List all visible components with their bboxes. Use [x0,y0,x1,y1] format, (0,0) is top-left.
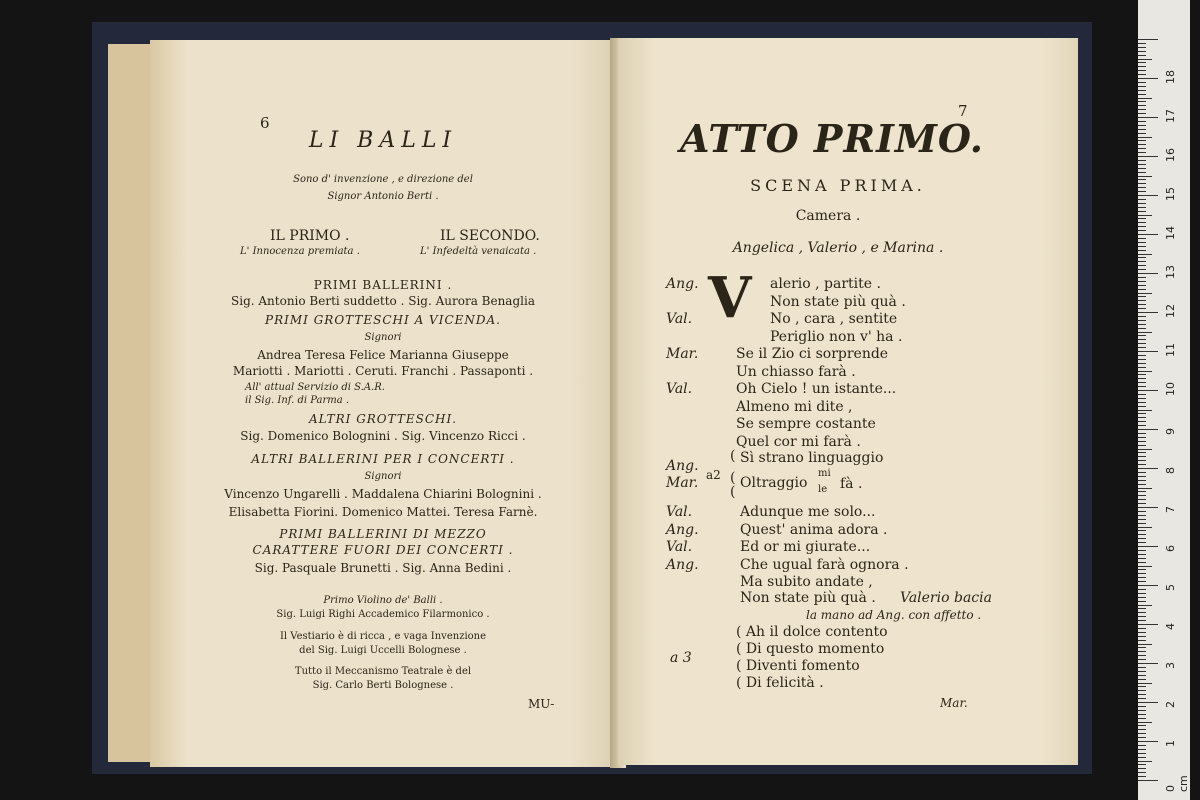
ruler-tick [1138,230,1146,231]
ruler-tick [1138,172,1146,173]
ruler-tick [1138,636,1146,637]
ruler-tick [1138,542,1146,543]
scene-setting: Camera . [795,208,861,224]
ruler-tick [1138,523,1146,524]
ruler-tick [1138,386,1146,387]
ruler-tick [1138,425,1146,426]
concerti-names-line-1: Vincenzo Ungarelli . Maddalena Chiarini Bolognini . [224,487,542,501]
ruler-tick [1138,515,1146,516]
dialogue-line: fà . [840,476,863,492]
left-page-title: LI BALLI [308,128,458,153]
ruler-tick [1138,199,1146,200]
ruler-number: 7 [1164,506,1177,513]
ruler-tick [1138,480,1146,481]
ruler-tick [1138,573,1146,574]
ballo-primo-title: L' Innocenza premiata . [240,246,360,257]
dialogue-line: Almeno mi dite , [736,398,853,415]
ruler-tick [1138,558,1146,559]
atto-heading: ATTO PRIMO. [680,116,985,161]
ruler-tick [1138,686,1146,687]
ruler-tick [1138,105,1146,106]
ruler-tick [1138,347,1146,348]
ruler-tick [1138,359,1146,360]
ruler-tick [1138,679,1146,680]
ruler-tick [1138,300,1146,301]
dialogue-line: ( Diventi fomento [736,658,860,674]
ruler-tick [1138,683,1152,684]
ruler-tick [1138,690,1146,691]
ruler-tick [1138,429,1158,430]
ruler-tick [1138,374,1146,375]
ruler-tick [1138,729,1146,730]
ruler-tick [1138,269,1146,270]
ruler-tick [1138,47,1146,48]
ruler-tick [1138,702,1158,703]
ruler-tick [1138,706,1146,707]
brace: ( [730,448,736,464]
dialogue-line: ( Di felicità . [736,675,824,691]
ruler-tick [1138,152,1146,153]
ruler-tick [1138,316,1146,317]
meccanismo-line-2: Sig. Carlo Berti Bolognese . [312,680,454,691]
ruler-tick [1138,632,1146,633]
ruler-number: 12 [1164,304,1177,318]
ruler-tick [1138,410,1152,411]
ruler-tick [1138,468,1158,469]
ruler-tick [1138,378,1146,379]
ruler-tick [1138,764,1146,765]
ruler-tick [1138,332,1152,333]
ruler-tick [1138,117,1158,118]
speaker-label: Mar. [666,346,699,362]
ruler-tick [1138,187,1146,188]
ruler-number: 6 [1164,545,1177,552]
ruler-number: 1 [1164,740,1177,747]
ruler-tick [1138,562,1146,563]
ruler-tick [1138,140,1146,141]
right-catchword: Mar. [940,696,968,710]
ruler-tick [1138,257,1146,258]
scena-heading: SCENA PRIMA. [750,176,926,195]
ruler-tick [1138,215,1152,216]
mezzo-heading-1: PRIMI BALLERINI DI MEZZO [279,527,487,541]
dialogue-line: Non state più quà . [740,590,876,606]
ruler-tick [1138,320,1146,321]
signori-label-1: Signori [364,332,402,343]
ruler-tick [1138,601,1146,602]
ruler-tick [1138,273,1158,274]
ballo-secondo-title: L' Infedeltà venaicata . [420,246,537,257]
ruler-tick [1138,519,1146,520]
ruler-tick [1138,168,1146,169]
dialogue-line: Un chiasso farà . [736,363,856,380]
dialogue-line: Se il Zio ci sorprende [736,346,889,362]
ruler-tick [1138,671,1146,672]
dialogue-line: Oltraggio [740,475,808,491]
ruler-number: 9 [1164,428,1177,435]
ruler-tick [1138,351,1158,352]
ruler-tick [1138,148,1146,149]
ruler-tick [1138,66,1146,67]
ruler-tick [1138,121,1146,122]
ruler-tick [1138,289,1146,290]
dialogue-line: Quel cor mi farà . [736,433,861,450]
ruler-tick [1138,745,1146,746]
ruler-tick [1138,382,1146,383]
ruler-tick [1138,441,1146,442]
ruler-number: 13 [1164,265,1177,279]
ruler-tick [1138,597,1146,598]
speaker-label: Val. [666,504,693,520]
ruler-number: 2 [1164,701,1177,708]
ruler-tick [1138,98,1152,99]
ruler-tick [1138,581,1146,582]
speaker-label: Val. [666,311,693,327]
ruler-number: 10 [1164,382,1177,396]
left-page [150,40,616,767]
ruler-tick [1138,694,1146,695]
ruler-tick [1138,659,1146,660]
ruler-tick [1138,722,1152,723]
dialogue-line: ( Di questo momento [736,641,885,657]
speaker-label: Val. [666,539,693,555]
ruler-tick [1138,82,1146,83]
ruler-number: 3 [1164,662,1177,669]
ruler-tick [1138,449,1152,450]
ruler-tick [1138,503,1146,504]
ruler-tick [1138,94,1146,95]
mezzo-heading-2: CARATTERE FUORI DEI CONCERTI . [252,543,514,557]
dialogue-line: Quest' anima adora . [740,521,888,538]
ruler-tick [1138,113,1146,114]
ruler-tick [1138,577,1146,578]
measuring-ruler [1138,0,1190,800]
ruler-tick [1138,546,1158,547]
ruler-tick [1138,70,1146,71]
ruler-tick [1138,254,1152,255]
ruler-tick [1138,741,1158,742]
dialogue-line: No , cara , sentite [770,311,898,327]
ruler-tick [1138,753,1146,754]
ruler-tick [1138,464,1146,465]
ruler-tick [1138,616,1146,617]
ruler-tick [1138,718,1146,719]
violino-name: Sig. Luigi Righi Accademico Filarmonico . [276,609,490,620]
ruler-tick [1138,499,1146,500]
ruler-tick [1138,534,1146,535]
ruler-tick [1138,663,1158,664]
service-line-1: All' attual Servizio di S.A.R. [245,382,385,393]
ruler-tick [1138,413,1146,414]
ruler-tick [1138,491,1146,492]
dialogue-line: Non state più quà . [770,293,906,310]
ballo-secondo-heading: IL SECONDO. [440,228,540,244]
ruler-number: 18 [1164,70,1177,84]
grotteschi-surnames: Mariotti . Mariotti . Ceruti. Franchi . Passaponti . [232,364,534,378]
ruler-tick [1138,125,1146,126]
ruler-tick [1138,550,1146,551]
ruler-tick [1138,655,1146,656]
ruler-number: 11 [1164,343,1177,357]
ruler-tick [1138,733,1146,734]
ruler-tick [1138,312,1158,313]
ruler-tick [1138,768,1146,769]
ruler-tick [1138,250,1146,251]
ruler-tick [1138,538,1146,539]
dialogue-line: Ma subito andate , [740,574,873,590]
speaker-label: Mar. [666,475,699,491]
ruler-tick [1138,585,1158,586]
ruler-tick [1138,144,1146,145]
ruler-tick [1138,761,1152,762]
primi-grotteschi-heading: PRIMI GROTTESCHI A VICENDA. [265,313,501,327]
ruler-tick [1138,530,1146,531]
stage-direction-2: la mano ad Ang. con affetto . [806,608,982,622]
violino-title: Primo Violino de' Balli . [323,595,443,606]
ruler-tick [1138,101,1146,102]
ruler-tick [1138,207,1146,208]
ruler-tick [1138,589,1146,590]
ruler-tick [1138,644,1152,645]
ruler-tick [1138,593,1146,594]
ruler-tick [1138,495,1146,496]
ruler-tick [1138,421,1146,422]
ruler-number: 17 [1164,109,1177,123]
ruler-tick [1138,476,1146,477]
ruler-tick [1138,226,1146,227]
ruler-tick [1138,242,1146,243]
primi-ballerini-names: Sig. Antonio Berti suddetto . Sig. Aurora Benaglia [231,294,535,308]
primi-ballerini-heading: PRIMI BALLERINI . [313,278,453,292]
ruler-tick [1138,183,1146,184]
ruler-tick [1138,328,1146,329]
ruler-tick [1138,59,1152,60]
ruler-tick [1138,647,1146,648]
ruler-tick [1138,612,1146,613]
ruler-tick [1138,554,1146,555]
ruler-tick [1138,62,1146,63]
meccanismo-line-1: Tutto il Meccanismo Teatrale è del [294,666,472,677]
ruler-tick [1138,335,1146,336]
ruler-tick [1138,191,1146,192]
ruler-tick [1138,324,1146,325]
left-page-number: 6 [260,114,270,132]
ruler-tick [1138,195,1158,196]
grotteschi-first-names: Andrea Teresa Felice Marianna Giuseppe [257,348,509,362]
ruler-tick [1138,527,1152,528]
right-page-number: 7 [958,102,968,120]
variant-mi: mi [818,468,831,479]
ruler-tick [1138,339,1146,340]
ballo-primo-heading: IL PRIMO . [270,228,350,244]
drop-cap: V [708,265,752,331]
ruler-tick [1138,640,1146,641]
ruler-tick [1138,55,1146,56]
speaker-label: Ang. [666,521,699,538]
ruler-tick [1138,277,1146,278]
ruler-tick [1138,86,1146,87]
characters-line: Angelica , Valerio , e Marina . [732,240,944,256]
ruler-tick [1138,74,1146,75]
ruler-tick [1138,203,1146,204]
variant-le: le [818,484,828,495]
ruler-tick [1138,620,1146,621]
dialogue-line: ( Ah il dolce contento [736,624,888,640]
ruler-tick [1138,51,1146,52]
ruler-tick [1138,222,1146,223]
dialogue-line: Che ugual farà ognora . [740,556,909,573]
ruler-tick [1138,608,1146,609]
ruler-tick [1138,238,1146,239]
ruler-tick [1138,390,1158,391]
ruler-tick [1138,343,1146,344]
ruler-tick [1138,417,1146,418]
ruler-tick [1138,281,1146,282]
ruler-tick [1138,714,1146,715]
ruler-number: 5 [1164,584,1177,591]
ruler-tick [1138,179,1146,180]
ruler-tick [1138,460,1146,461]
ruler-tick [1138,651,1146,652]
dialogue-line: Ed or mi giurate... [740,539,871,555]
vestiario-line-2: del Sig. Luigi Uccelli Bolognese . [299,645,467,656]
ruler-tick [1138,265,1146,266]
right-page [618,38,1078,765]
ruler-tick [1138,566,1152,567]
vestiario-line-1: Il Vestiario è di ricca , e vaga Invenzione [279,631,487,642]
ruler-tick [1138,355,1146,356]
altri-grotteschi-names: Sig. Domenico Bolognini . Sig. Vincenzo Ricci . [240,429,526,443]
ruler-tick [1138,472,1146,473]
ruler-tick [1138,78,1158,79]
signori-label-2: Signori [364,471,402,482]
ruler-tick [1138,628,1146,629]
ruler-tick [1138,296,1146,297]
ruler-tick [1138,437,1146,438]
ruler-tick [1138,246,1146,247]
subtitle-line-1: Sono d' invenzione , e direzione del [293,174,473,185]
ruler-tick [1138,772,1146,773]
brace: ( [730,470,736,486]
ruler-tick [1138,757,1146,758]
ruler-tick [1138,488,1152,489]
altri-ballerini-heading: ALTRI BALLERINI PER I CONCERTI . [251,452,515,466]
ruler-tick [1138,725,1146,726]
ruler-tick [1138,156,1158,157]
ruler-tick [1138,367,1146,368]
ruler-tick [1138,456,1146,457]
left-catchword: MU- [528,697,555,711]
ruler-tick [1138,176,1152,177]
ruler-tick [1138,137,1152,138]
speaker-label: Val. [666,381,693,397]
ruler-tick [1138,569,1146,570]
ruler-tick [1138,484,1146,485]
ruler-tick [1138,234,1158,235]
ruler-tick [1138,371,1152,372]
ruler-tick [1138,698,1146,699]
stage-direction-1: Valerio bacia [900,590,992,606]
ruler-tick [1138,406,1146,407]
subtitle-line-2: Signor Antonio Berti . [327,191,439,202]
ruler-tick [1138,164,1146,165]
ruler-tick [1138,710,1146,711]
ruler-tick [1138,285,1146,286]
ruler-tick [1138,308,1146,309]
ruler-tick [1138,261,1146,262]
dialogue-line: Oh Cielo ! un istante... [736,381,897,397]
ruler-number: 14 [1164,226,1177,240]
ruler-tick [1138,363,1146,364]
ruler-tick [1138,605,1152,606]
dialogue-line: Sì strano linguaggio [740,450,884,466]
ruler-tick [1138,304,1146,305]
ruler-tick [1138,402,1146,403]
mezzo-names: Sig. Pasquale Brunetti . Sig. Anna Bedini . [254,561,512,575]
dialogue-line: Adunque me solo... [740,504,876,520]
ruler-number: 4 [1164,623,1177,630]
ruler-number: 16 [1164,148,1177,162]
ruler-tick [1138,129,1146,130]
ruler-tick [1138,749,1146,750]
speaker-label: Ang. [666,458,699,474]
ruler-tick [1138,737,1146,738]
ruler-tick [1138,43,1146,44]
ruler-tick [1138,511,1146,512]
dialogue-line: alerio , partite . [770,276,881,292]
dialogue-line: Se sempre costante [736,416,876,432]
ruler-tick [1138,675,1146,676]
dialogue-line: Periglio non v' ha . [770,328,903,345]
a3-label: a 3 [670,650,692,666]
ruler-tick [1138,398,1146,399]
concerti-names-line-2: Elisabetta Fiorini. Domenico Mattei. Teresa Farnè. [228,505,538,519]
ruler-tick [1138,90,1146,91]
ruler-number: 15 [1164,187,1177,201]
ruler-tick [1138,780,1158,781]
ruler-tick [1138,507,1158,508]
ruler-tick [1138,452,1146,453]
ruler-tick [1138,218,1146,219]
ruler-tick [1138,39,1158,40]
speaker-label: Ang. [666,276,699,292]
ruler-tick [1138,394,1146,395]
ruler-tick [1138,293,1152,294]
ruler-tick [1138,211,1146,212]
ruler-tick [1138,109,1146,110]
altri-grotteschi-heading: ALTRI GROTTESCHI. [308,412,458,426]
ruler-tick [1138,133,1146,134]
ruler-tick [1138,445,1146,446]
ruler-unit-label: 0 cm [1164,775,1190,792]
ruler-tick [1138,624,1158,625]
speaker-label: Ang. [666,556,699,573]
ruler-number: 8 [1164,467,1177,474]
service-line-2: il Sig. Inf. di Parma . [245,395,350,406]
brace: ( [730,484,736,500]
ruler-tick [1138,433,1146,434]
a2-label: a2 [706,468,721,482]
ruler-tick [1138,667,1146,668]
ruler-tick [1138,776,1146,777]
ruler-tick [1138,160,1146,161]
